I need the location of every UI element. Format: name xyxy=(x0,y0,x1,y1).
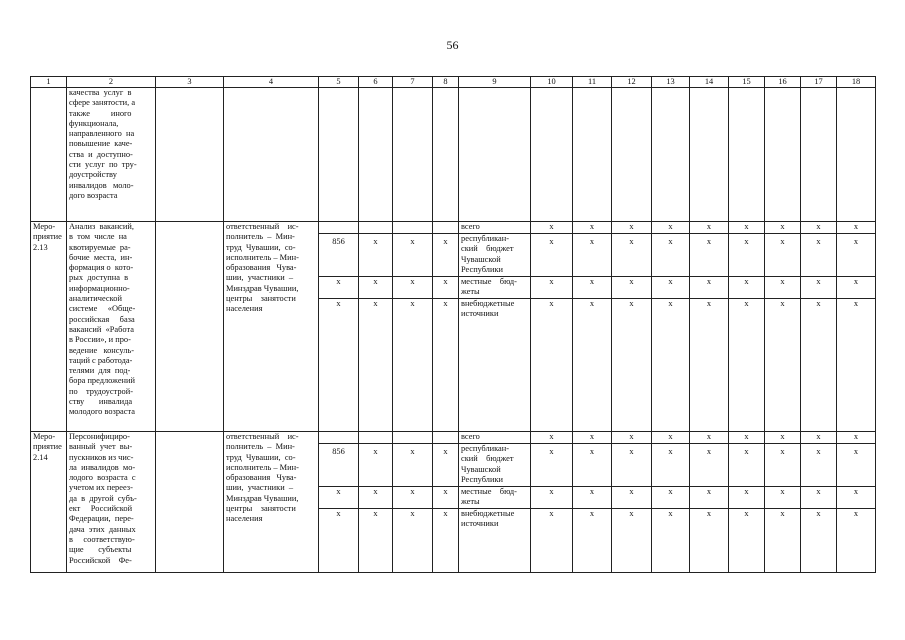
year-value-cell: x xyxy=(690,222,729,234)
budget-code-cell xyxy=(319,222,359,234)
year-value-cell: x xyxy=(573,487,612,509)
cell-empty xyxy=(224,88,319,222)
year-value-cell: x xyxy=(652,277,690,299)
year-value-cell: x xyxy=(573,277,612,299)
cell-empty xyxy=(359,88,393,222)
year-value-cell: x xyxy=(573,444,612,487)
budget-code-cell: x xyxy=(359,487,393,509)
event-executor: ответственный ис- полнитель – Мин- труд Чувашии, со- исполнитель – Мин- образования Чува- шии, участники – Минздрав Чувашии, центры занятости населения xyxy=(224,222,319,432)
continuation-row xyxy=(31,88,876,222)
funding-source: местные бюд- жеты xyxy=(459,487,531,509)
budget-code-cell: x xyxy=(359,509,393,573)
column-header: 1 xyxy=(31,77,67,88)
budget-code-cell: 856 xyxy=(319,234,359,277)
event-executor: ответственный ис- полнитель – Мин- труд Чувашии, со- исполнитель – Мин- образования Чува- шии, участники – Минздрав Чувашии, центры занятости населения xyxy=(224,432,319,573)
year-value-cell: x xyxy=(765,234,801,277)
year-value-cell: x xyxy=(652,444,690,487)
funding-source: внебюджетные источники xyxy=(459,299,531,432)
funding-row xyxy=(31,222,876,234)
budget-code-cell: x xyxy=(359,234,393,277)
year-value-cell: x xyxy=(729,444,765,487)
year-value-cell: x xyxy=(837,234,876,277)
year-value-cell: x xyxy=(729,299,765,432)
funding-source: местные бюд- жеты xyxy=(459,277,531,299)
budget-code-cell xyxy=(433,222,459,234)
year-value-cell: x xyxy=(531,509,573,573)
program-table xyxy=(30,76,876,573)
year-value-cell: x xyxy=(652,509,690,573)
year-value-cell: x xyxy=(765,487,801,509)
budget-code-cell: x xyxy=(359,444,393,487)
budget-code-cell: x xyxy=(319,487,359,509)
year-value-cell: x xyxy=(573,432,612,444)
budget-code-cell: x xyxy=(433,234,459,277)
year-value-cell: x xyxy=(729,277,765,299)
budget-code-cell xyxy=(393,432,433,444)
budget-code-cell: x xyxy=(433,277,459,299)
cell-empty xyxy=(459,88,531,222)
year-value-cell: x xyxy=(801,222,837,234)
cell-empty xyxy=(393,88,433,222)
year-value-cell: x xyxy=(652,299,690,432)
year-value-cell: x xyxy=(729,222,765,234)
funding-source: внебюджетные источники xyxy=(459,509,531,573)
year-value-cell: x xyxy=(837,444,876,487)
budget-code-cell: x xyxy=(433,509,459,573)
budget-code-cell: 856 xyxy=(319,444,359,487)
year-value-cell: x xyxy=(765,432,801,444)
column-header: 8 xyxy=(433,77,459,88)
year-value-cell: x xyxy=(652,487,690,509)
column-header: 17 xyxy=(801,77,837,88)
year-value-cell: x xyxy=(573,222,612,234)
budget-code-cell: x xyxy=(319,277,359,299)
year-value-cell: x xyxy=(837,509,876,573)
cell-empty xyxy=(156,88,224,222)
year-value-cell: x xyxy=(729,234,765,277)
column-header: 13 xyxy=(652,77,690,88)
cell-empty xyxy=(690,88,729,222)
year-value-cell: x xyxy=(801,444,837,487)
year-value-cell: x xyxy=(837,299,876,432)
year-value-cell: x xyxy=(612,432,652,444)
column-header: 10 xyxy=(531,77,573,88)
column-header: 2 xyxy=(67,77,156,88)
year-value-cell: x xyxy=(765,444,801,487)
column-header: 18 xyxy=(837,77,876,88)
budget-code-cell xyxy=(319,432,359,444)
year-value-cell: x xyxy=(765,509,801,573)
budget-code-cell: x xyxy=(433,299,459,432)
funding-source: всего xyxy=(459,432,531,444)
funding-source: всего xyxy=(459,222,531,234)
column-header: 4 xyxy=(224,77,319,88)
cell-empty xyxy=(765,88,801,222)
budget-code-cell: x xyxy=(433,444,459,487)
cell-empty xyxy=(837,88,876,222)
year-value-cell: x xyxy=(837,222,876,234)
year-value-cell: x xyxy=(612,234,652,277)
year-value-cell: x xyxy=(690,487,729,509)
budget-code-cell: x xyxy=(433,487,459,509)
year-value-cell: x xyxy=(652,432,690,444)
year-value-cell: x xyxy=(573,299,612,432)
year-value-cell: x xyxy=(765,277,801,299)
column-header: 6 xyxy=(359,77,393,88)
year-value-cell: x xyxy=(765,222,801,234)
funding-source: республикан- ский бюджет Чувашской Республики xyxy=(459,444,531,487)
year-value-cell: x xyxy=(690,299,729,432)
budget-code-cell xyxy=(359,222,393,234)
year-value-cell: x xyxy=(801,299,837,432)
column-header: 15 xyxy=(729,77,765,88)
year-value-cell: x xyxy=(573,509,612,573)
year-value-cell: x xyxy=(531,487,573,509)
cell-empty xyxy=(433,88,459,222)
cell-empty xyxy=(729,88,765,222)
year-value-cell: x xyxy=(801,432,837,444)
year-value-cell: x xyxy=(690,234,729,277)
budget-code-cell: x xyxy=(393,509,433,573)
year-value-cell: x xyxy=(801,487,837,509)
column-header: 3 xyxy=(156,77,224,88)
budget-code-cell: x xyxy=(393,444,433,487)
year-value-cell: x xyxy=(652,222,690,234)
budget-code-cell: x xyxy=(319,299,359,432)
budget-code-cell: x xyxy=(393,277,433,299)
event-description: Анализ вакансий, в том числе на квотируемые ра- бочие места, ин- формация о кото- рых доступна в информационно- аналитической системе «Обще- российская база вакансий «Работа в России», и про- ведение консуль- таций с работода- телями для под- бора предложений по трудоустрой- ству инвалида молодого возраста xyxy=(67,222,156,432)
year-value-cell: x xyxy=(612,277,652,299)
header-row xyxy=(31,77,876,88)
funding-row xyxy=(31,432,876,444)
year-value-cell: x xyxy=(531,222,573,234)
page-number: 56 xyxy=(446,38,459,52)
column-header: 9 xyxy=(459,77,531,88)
budget-code-cell: x xyxy=(393,487,433,509)
year-value-cell: x xyxy=(531,444,573,487)
year-value-cell: x xyxy=(573,234,612,277)
year-value-cell: x xyxy=(612,487,652,509)
cell-empty xyxy=(319,88,359,222)
year-value-cell: x xyxy=(801,234,837,277)
year-value-cell: x xyxy=(729,487,765,509)
budget-code-cell: x xyxy=(359,299,393,432)
year-value-cell: x xyxy=(652,234,690,277)
year-value-cell: x xyxy=(837,432,876,444)
year-value-cell: x xyxy=(837,277,876,299)
year-value-cell: x xyxy=(531,277,573,299)
budget-code-cell xyxy=(359,432,393,444)
column-header: 7 xyxy=(393,77,433,88)
year-value-cell: x xyxy=(531,299,573,432)
cell-empty xyxy=(31,88,67,222)
continuation-description: качества услуг в сфере занятости, а также иного функционала, направленного на повышение каче- ства и доступно- сти услуг по тру- доустройству инвалидов моло- дого возраста xyxy=(67,88,156,222)
event-description: Персонифициро- ванный учет вы- пускников из чис- ла инвалидов мо- лодого возраста с учетом их переез- да в другой субъ- ект Российской Федерации, пере- дача этих данных в соответствую- щие субъекты Российской Фе- xyxy=(67,432,156,573)
year-value-cell: x xyxy=(690,509,729,573)
year-value-cell: x xyxy=(612,509,652,573)
column-header: 11 xyxy=(573,77,612,88)
budget-code-cell: x xyxy=(319,509,359,573)
funding-source: республикан- ский бюджет Чувашской Республики xyxy=(459,234,531,277)
year-value-cell: x xyxy=(612,299,652,432)
cell-empty xyxy=(652,88,690,222)
year-value-cell: x xyxy=(729,509,765,573)
year-value-cell: x xyxy=(612,222,652,234)
budget-code-cell: x xyxy=(393,234,433,277)
column-header: 14 xyxy=(690,77,729,88)
year-value-cell: x xyxy=(531,234,573,277)
event-label: Меро- приятие 2.13 xyxy=(31,222,67,432)
budget-code-cell xyxy=(433,432,459,444)
budget-code-cell: x xyxy=(359,277,393,299)
cell-empty xyxy=(612,88,652,222)
column-header: 5 xyxy=(319,77,359,88)
year-value-cell: x xyxy=(690,444,729,487)
cell-empty xyxy=(573,88,612,222)
column-header: 12 xyxy=(612,77,652,88)
year-value-cell: x xyxy=(531,432,573,444)
year-value-cell: x xyxy=(729,432,765,444)
year-value-cell: x xyxy=(690,432,729,444)
year-value-cell: x xyxy=(801,277,837,299)
year-value-cell: x xyxy=(837,487,876,509)
budget-code-cell: x xyxy=(393,299,433,432)
budget-code-cell xyxy=(393,222,433,234)
cell-empty xyxy=(801,88,837,222)
year-value-cell: x xyxy=(801,509,837,573)
event-label: Меро- приятие 2.14 xyxy=(31,432,67,573)
cell-empty xyxy=(156,432,224,573)
year-value-cell: x xyxy=(690,277,729,299)
year-value-cell: x xyxy=(765,299,801,432)
cell-empty xyxy=(156,222,224,432)
year-value-cell: x xyxy=(612,444,652,487)
cell-empty xyxy=(531,88,573,222)
column-header: 16 xyxy=(765,77,801,88)
